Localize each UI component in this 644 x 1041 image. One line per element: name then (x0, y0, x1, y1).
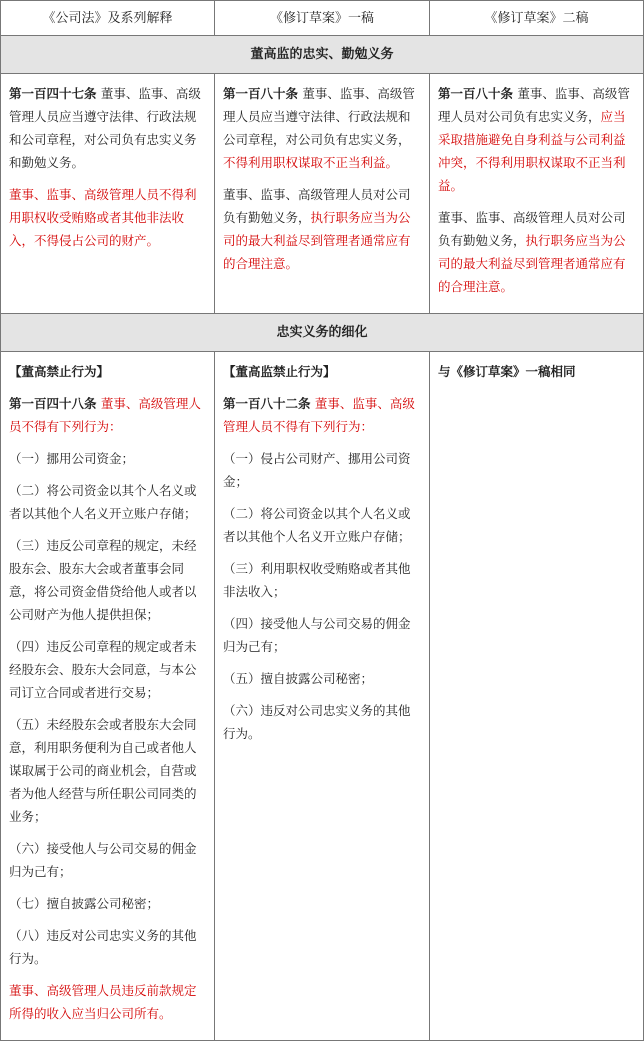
paragraph (438, 360, 635, 383)
paragraph (9, 447, 206, 470)
paragraph (9, 924, 206, 970)
paragraph (223, 82, 421, 174)
text-run: 应当采取措施避免自身利益与公司利益冲突，不得利用职权谋取不正当利益。 (438, 109, 626, 193)
paragraph (9, 713, 206, 828)
text-run: （五）未经股东会或者股东大会同意，利用职务便利为自己或者他人谋取属于公司的商业机会，自营或者为他人经营与所任职公司同类的业务； (9, 717, 197, 824)
text-run: （五）擅自披露公司秘密； (223, 671, 374, 686)
paragraph (9, 635, 206, 704)
text-run: 董事、监事、高级管理人员应当遵守法律、行政法规和公司章程，对公司负有忠实义务和勤勉义务。 (9, 86, 201, 170)
section-title-duties: 董高监的忠实、勤勉义务 (1, 36, 644, 74)
text-run: 董事、监事、高级管理人员对公司负有忠实义务， (438, 86, 630, 124)
text-run: （三）利用职权收受贿赂或者其他非法收入； (223, 561, 411, 599)
article-label: 【董高禁止行为】 (9, 364, 110, 379)
text-run: 执行职务应当为公司的最大利益尽到管理者通常应有的合理注意。 (438, 233, 626, 294)
section-row (1, 36, 644, 74)
text-run: （八）违反对公司忠实义务的其他行为。 (9, 928, 197, 966)
text-run: （一）挪用公司资金； (9, 451, 135, 466)
paragraph (9, 479, 206, 525)
article-label: 与《修订草案》一稿相同 (438, 364, 576, 379)
paragraph (223, 447, 421, 493)
header-draft-2: 《修订草案》二稿 (430, 1, 644, 36)
paragraph (9, 360, 206, 383)
section-title-loyalty-detail: 忠实义务的细化 (1, 314, 644, 352)
paragraph (223, 502, 421, 548)
paragraph (223, 557, 421, 603)
paragraph (223, 360, 421, 383)
text-run: （三）违反公司章程的规定，未经股东会、股东大会或者董事会同意，将公司资金借贷给他人或者以公司财产为他人提供担保； (9, 538, 197, 622)
section1-company-law-cell (1, 74, 214, 267)
text-run: 董事、监事、高级管理人员不得利用职权收受贿赂或者其他非法收入，不得侵占公司的财产。 (9, 187, 197, 248)
text-run: 董事、监事、高级管理人员对公司负有勤勉义务， (223, 187, 411, 225)
paragraph (9, 892, 206, 915)
paragraph (9, 979, 206, 1025)
text-run: （二）将公司资金以其个人名义或者以其他个人名义开立账户存储； (223, 506, 411, 544)
text-run: 董事、监事、高级管理人员不得有下列行为： (223, 396, 415, 434)
section2-draft-2-cell (430, 352, 643, 398)
header-draft-1: 《修订草案》一稿 (215, 1, 430, 36)
paragraph (438, 206, 635, 298)
section-row (1, 314, 644, 352)
text-run: （六）违反对公司忠实义务的其他行为。 (223, 703, 411, 741)
text-run: 执行职务应当为公司的最大利益尽到管理者通常应有的合理注意。 (223, 210, 411, 271)
header-company-law: 《公司法》及系列解释 (1, 1, 215, 36)
paragraph (223, 699, 421, 745)
section2-draft-1-cell (215, 352, 429, 760)
section2-company-law-cell (1, 352, 214, 1040)
text-run: （四）违反公司章程的规定或者未经股东会、股东大会同意，与本公司订立合同或者进行交易； (9, 639, 197, 700)
paragraph (223, 667, 421, 690)
text-run: （四）接受他人与公司交易的佣金归为己有； (223, 616, 411, 654)
article-label: 第一百四十七条 (9, 86, 101, 101)
paragraph (223, 392, 421, 438)
text-run: （七）擅自披露公司秘密； (9, 896, 160, 911)
text-run: 董事、高级管理人员违反前款规定所得的收入应当归公司所有。 (9, 983, 197, 1021)
text-run: （二）将公司资金以其个人名义或者以其他个人名义开立账户存储； (9, 483, 197, 521)
text-run: 董事、监事、高级管理人员对公司负有勤勉义务， (438, 210, 626, 248)
text-run: （六）接受他人与公司交易的佣金归为己有； (9, 841, 197, 879)
paragraph (9, 82, 206, 174)
paragraph (223, 183, 421, 275)
paragraph (223, 612, 421, 658)
paragraph (438, 82, 635, 197)
content-row (1, 74, 644, 314)
paragraph (9, 392, 206, 438)
text-run: 董事、监事、高级管理人员应当遵守法律、行政法规和公司章程，对公司负有忠实义务， (223, 86, 415, 147)
header-row (1, 1, 644, 36)
content-row (1, 352, 644, 1041)
article-label: 第一百八十条 (438, 86, 518, 101)
article-label: 【董高监禁止行为】 (223, 364, 336, 379)
section1-draft-1-cell (215, 74, 429, 290)
text-run: 不得利用职权谋取不正当利益。 (223, 155, 399, 170)
paragraph (9, 534, 206, 626)
section1-draft-2-cell (430, 74, 643, 313)
text-run: （一）侵占公司财产、挪用公司资金； (223, 451, 411, 489)
paragraph (9, 837, 206, 883)
article-label: 第一百四十八条 (9, 396, 101, 411)
paragraph (9, 183, 206, 252)
article-label: 第一百八十条 (223, 86, 303, 101)
article-label: 第一百八十二条 (223, 396, 315, 411)
text-run: 董事、高级管理人员不得有下列行为： (9, 396, 201, 434)
